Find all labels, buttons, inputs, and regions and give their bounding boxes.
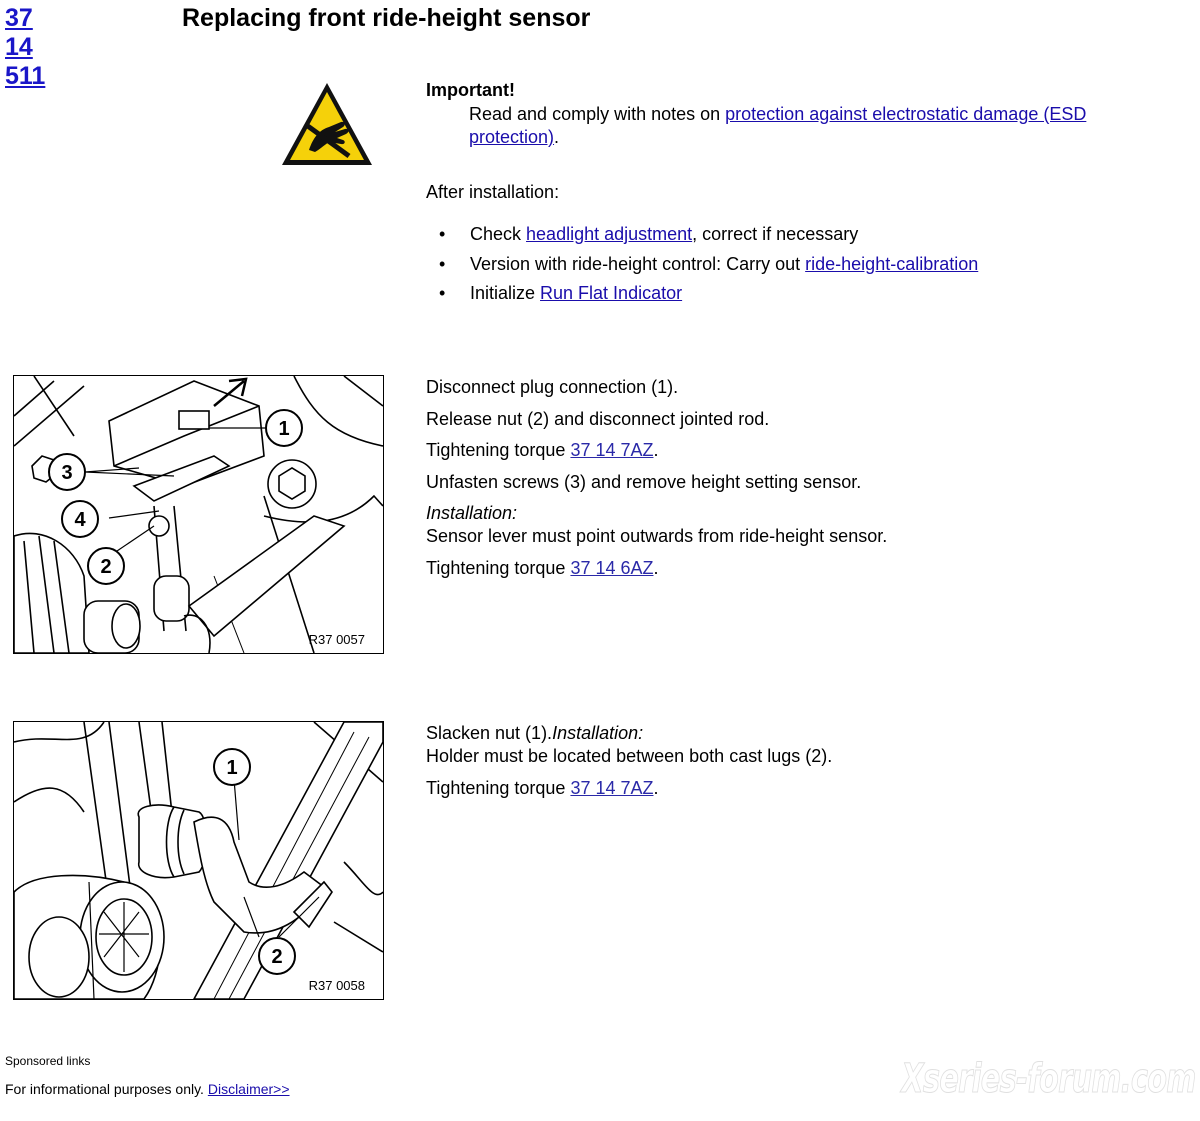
svg-text:3: 3: [61, 462, 73, 484]
step1-instructions: [426, 376, 887, 588]
step-sensor-lever: Sensor lever must point outwards from ride-height sensor.: [426, 526, 888, 546]
torque-line: [426, 439, 887, 462]
important-heading: Important!: [426, 80, 515, 100]
disclaimer-link[interactable]: Disclaimer>>: [207, 1081, 290, 1097]
sponsored-links-label: Sponsored links: [5, 1054, 91, 1068]
ride-height-calibration-link[interactable]: ride-height-calibration: [805, 253, 979, 274]
footer-info-text: For informational purposes only.: [5, 1081, 208, 1097]
callout-3: [49, 454, 85, 490]
installation-label: Installation:: [426, 503, 518, 523]
callout-1: [266, 410, 302, 446]
callout-4: [62, 501, 98, 537]
installation-label: Installation:: [552, 723, 644, 743]
esd-note: [469, 103, 1169, 149]
torque-suffix: .: [653, 440, 659, 460]
esd-note-text: Read and comply with notes on: [469, 104, 726, 124]
torque-line: [426, 557, 887, 580]
figure-sensor-removal: [13, 375, 384, 654]
list-item-suffix: , correct if necessary: [692, 224, 859, 244]
footer-note: [5, 1081, 290, 1097]
esd-note-suffix: .: [554, 127, 560, 147]
svg-text:1: 1: [278, 418, 290, 440]
figure-holder-installation: [13, 721, 384, 1000]
after-installation-heading: After installation:: [426, 182, 560, 202]
torque-prefix: Tightening torque: [426, 440, 571, 460]
esd-warning-triangle-icon: [279, 80, 375, 168]
page-title: Replacing front ride-height sensor: [182, 4, 591, 32]
svg-text:2: 2: [100, 556, 112, 578]
torque-link-37-14-6az[interactable]: 37 14 6AZ: [570, 557, 654, 578]
list-item-prefix: Initialize: [470, 283, 541, 303]
svg-text:4: 4: [74, 509, 86, 531]
run-flat-indicator-link[interactable]: Run Flat Indicator: [540, 283, 683, 303]
step-slacken-text: Slacken nut (1).: [426, 723, 553, 743]
torque-suffix: .: [653, 777, 659, 798]
list-item-prefix: Check: [470, 224, 527, 244]
step-slacken: [426, 722, 832, 745]
step-disconnect: Disconnect plug connection (1).: [426, 377, 679, 397]
step-release: Release nut (2) and disconnect jointed rod.: [426, 408, 770, 429]
callout-2: [88, 548, 124, 584]
step2-instructions: [426, 722, 832, 808]
step-unfasten: Unfasten screws (3) and remove height setting sensor.: [426, 471, 862, 492]
list-item: [426, 253, 978, 283]
torque-suffix: .: [653, 557, 659, 578]
torque-link-37-14-7az[interactable]: 37 14 7AZ: [570, 440, 654, 460]
doc-number-link[interactable]: 37 14 511: [5, 4, 46, 90]
torque-line: [426, 777, 832, 800]
esd-protection-link[interactable]: protection against electrostatic damage (ESD protection): [469, 104, 1087, 147]
torque-link-37-14-7az[interactable]: 37 14 7AZ: [570, 777, 654, 798]
svg-text:2: 2: [271, 946, 283, 968]
torque-prefix: Tightening torque: [426, 557, 571, 578]
svg-text:1: 1: [226, 757, 238, 779]
step-holder: Holder must be located between both cast lugs (2).: [426, 746, 833, 766]
figure-label: R37 0057: [308, 632, 365, 647]
list-item: [426, 223, 978, 253]
list-item-prefix: Version with ride-height control: Carry out: [470, 253, 806, 274]
figure-label: R37 0058: [308, 978, 365, 993]
after-installation-list: [426, 223, 978, 312]
callout-1: [214, 749, 250, 785]
watermark-logo: Xseries-forum.com: [901, 1056, 1196, 1102]
list-item: [426, 282, 978, 312]
headlight-adjustment-link[interactable]: headlight adjustment: [526, 224, 693, 244]
callout-2: [259, 938, 295, 974]
torque-prefix: Tightening torque: [426, 777, 571, 798]
